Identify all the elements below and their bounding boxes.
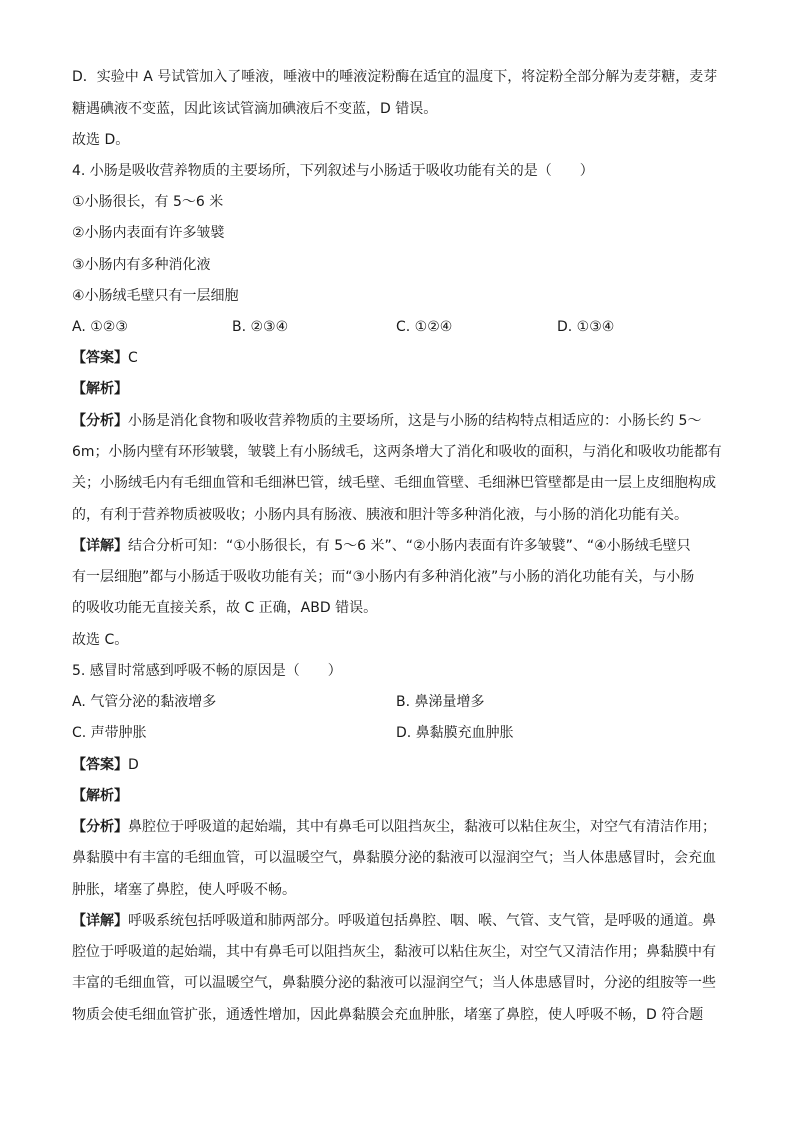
q4-answer-tag: 【答案】 — [72, 350, 128, 366]
q5-answer-tag: 【答案】 — [72, 757, 128, 773]
q4-detail-tag: 【详解】 — [72, 538, 128, 554]
q5-answer-value: D — [128, 757, 139, 773]
q4-stem: 4. 小肠是吸收营养物质的主要场所，下列叙述与小肠适于吸收功能有关的是（ ） — [72, 163, 594, 179]
q5-detail-line-2: 腔位于呼吸道的起始端，其中有鼻毛可以阻挡灰尘，黏液可以粘住灰尘，对空气又清洁作用；鼻黏膜中有 — [72, 944, 716, 960]
q5-fenxi-text-1: 鼻腔位于呼吸道的起始端，其中有鼻毛可以阻挡灰尘，黏液可以粘住灰尘，对空气有清洁作用； — [128, 819, 716, 835]
q5-option-b: B. 鼻涕量增多 — [396, 694, 485, 710]
q4-item-4: ④小肠绒毛壁只有一层细胞 — [72, 288, 239, 304]
q4-fenxi-line-2: 6m；小肠内壁有环形皱襞，皱襞上有小肠绒毛，这两条增大了消化和吸收的面积，与消化和吸收功能都有 — [72, 444, 722, 460]
q4-detail-line-1 — [72, 536, 691, 556]
q4-fenxi-text-1: 小肠是消化食物和吸收营养物质的主要场所，这是与小肠的结构特点相适应的：小肠长约 5～ — [128, 413, 702, 429]
q5-option-c: C. 声带肿胀 — [72, 725, 147, 741]
q4-analysis-tag: 【解析】 — [72, 381, 128, 397]
q5-stem: 5. 感冒时常感到呼吸不畅的原因是（ ） — [72, 663, 342, 679]
q5-fenxi-tag: 【分析】 — [72, 819, 128, 835]
q3-option-d-line-1: D．实验中 A 号试管加入了唾液，唾液中的唾液淀粉酶在适宜的温度下，将淀粉全部分解为麦芽糖，麦芽 — [72, 69, 718, 85]
q5-fenxi-line-3: 肿胀，堵塞了鼻腔，使人呼吸不畅。 — [72, 882, 296, 898]
q4-answer-line — [72, 348, 138, 368]
q5-option-a: A. 气管分泌的黏液增多 — [72, 694, 217, 710]
q4-fenxi-line-4: 的，有利于营养物质被吸收；小肠内具有肠液、胰液和胆汁等多种消化液，与小肠的消化功能有关。 — [72, 507, 688, 523]
q4-fenxi-tag: 【分析】 — [72, 413, 128, 429]
q5-detail-tag: 【详解】 — [72, 913, 128, 929]
q4-option-b: B. ②③④ — [232, 319, 289, 335]
q4-answer-value: C — [128, 350, 138, 366]
q5-detail-text-1: 呼吸系统包括呼吸道和肺两部分。呼吸道包括鼻腔、咽、喉、气管、支气管，是呼吸的通道。鼻 — [128, 913, 716, 929]
q5-answer-line — [72, 755, 139, 775]
q4-detail-text-1: 结合分析可知：“①小肠很长，有 5～6 米”、“②小肠内表面有许多皱襞”、“④小肠绒毛壁只 — [128, 538, 691, 554]
q5-detail-line-1 — [72, 911, 716, 931]
q5-fenxi-line-1 — [72, 817, 716, 837]
q4-conclusion: 故选 C。 — [72, 632, 129, 648]
q4-item-2: ②小肠内表面有许多皱襞 — [72, 225, 225, 241]
q4-item-3: ③小肠内有多种消化液 — [72, 257, 211, 273]
q4-fenxi-line-3: 关；小肠绒毛内有毛细血管和毛细淋巴管，绒毛壁、毛细血管壁、毛细淋巴管壁都是由一层上皮细胞构成 — [72, 475, 716, 491]
q3-conclusion: 故选 D。 — [72, 132, 130, 148]
q5-option-d: D. 鼻黏膜充血肿胀 — [396, 725, 514, 741]
q5-fenxi-line-2: 鼻黏膜中有丰富的毛细血管，可以温暖空气，鼻黏膜分泌的黏液可以湿润空气；当人体患感冒时，会充血 — [72, 850, 716, 866]
q4-option-a: A. ①②③ — [72, 319, 128, 335]
q4-option-c: C. ①②④ — [396, 319, 453, 335]
q3-option-d-line-2: 糖遇碘液不变蓝，因此该试管滴加碘液后不变蓝，D 错误。 — [72, 101, 438, 117]
q5-detail-line-3: 丰富的毛细血管，可以温暖空气，鼻黏膜分泌的黏液可以湿润空气；当人体患感冒时，分泌的组胺等一些 — [72, 975, 716, 991]
q5-analysis-tag: 【解析】 — [72, 788, 128, 804]
q4-option-d: D. ①③④ — [557, 319, 615, 335]
q4-detail-line-3: 的吸收功能无直接关系，故 C 正确，ABD 错误。 — [72, 600, 378, 616]
q4-fenxi-line-1 — [72, 411, 701, 431]
q4-item-1: ①小肠很长，有 5～6 米 — [72, 194, 224, 210]
q4-detail-line-2: 有一层细胞”都与小肠适于吸收功能有关；而“③小肠内有多种消化液”与小肠的消化功能有关，与小肠 — [72, 569, 695, 585]
q5-detail-line-4: 物质会使毛细血管扩张，通透性增加，因此鼻黏膜会充血肿胀，堵塞了鼻腔，使人呼吸不畅，D 符合题 — [72, 1007, 704, 1023]
